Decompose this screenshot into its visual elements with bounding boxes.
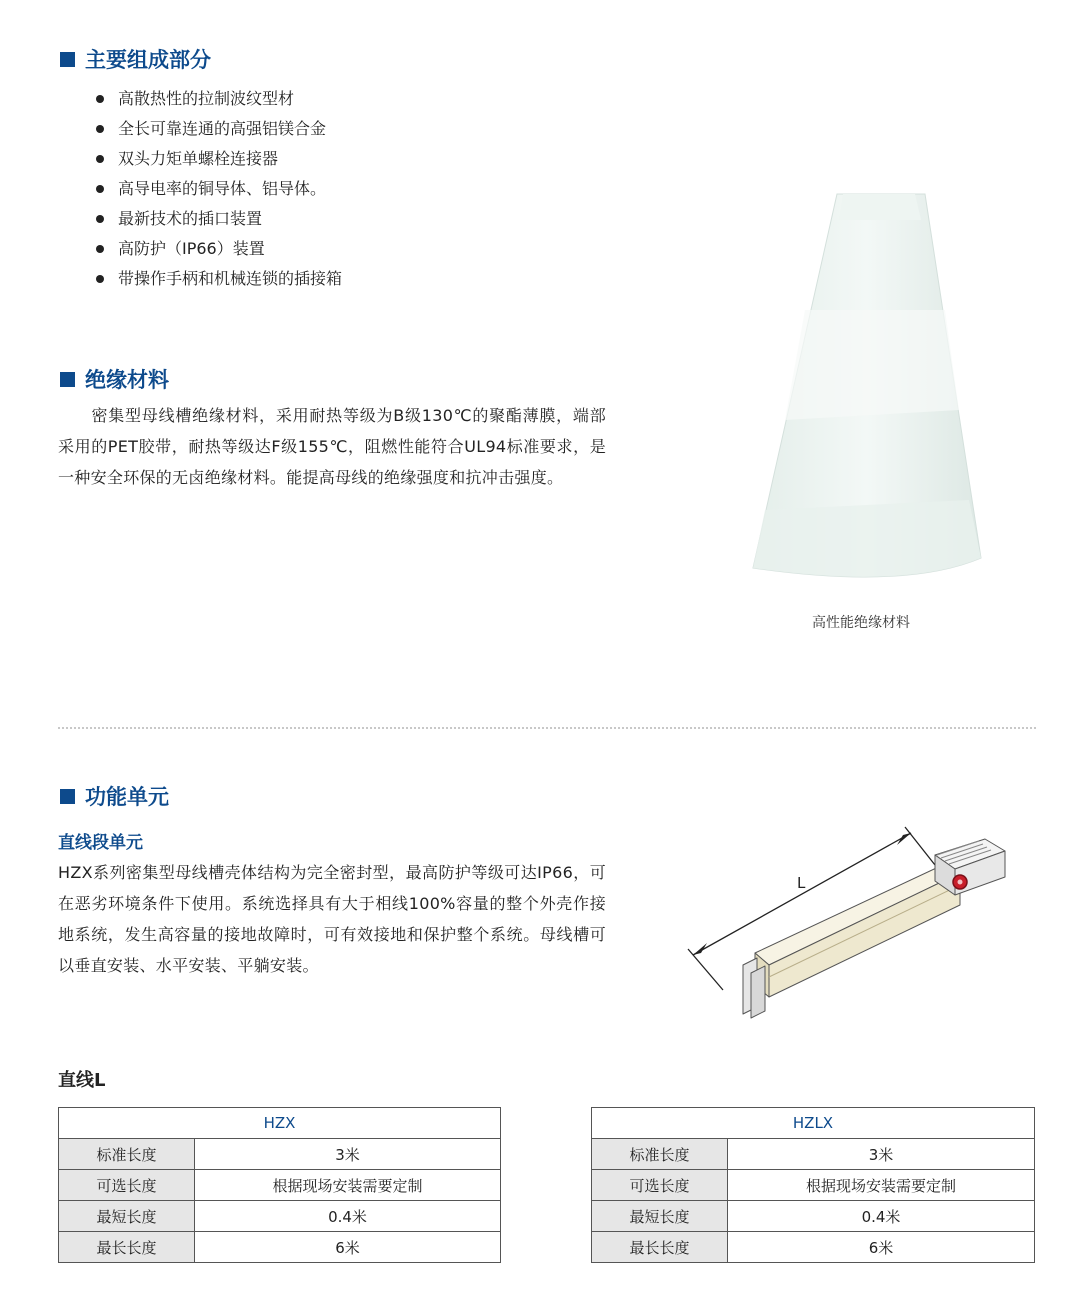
list-item: 全长可靠连通的高强铝镁合金 (96, 114, 342, 144)
list-item: 高散热性的拉制波纹型材 (96, 84, 342, 114)
list-item: 最新技术的插口装置 (96, 204, 342, 234)
bullet-dot-icon (96, 215, 104, 223)
table-row: 标准长度 3米 (592, 1139, 1035, 1170)
table-row: 可选长度 根据现场安装需要定制 (59, 1170, 501, 1201)
busway-straight-diagram (685, 825, 1015, 1020)
components-heading (60, 44, 211, 74)
components-list (96, 84, 342, 294)
table-row: 最长长度 6米 (592, 1232, 1035, 1263)
insulation-paragraph: 密集型母线槽绝缘材料，采用耐热等级为B级130℃的聚酯薄膜，端部采用的PET胶带，耐热等级达F级155℃，阻燃性能符合UL94标准要求，是一种安全环保的无卤绝缘材料。能提高母线的绝缘强度和抗冲击强度。 (58, 406, 606, 487)
spec-table-hzx (58, 1107, 501, 1263)
bullet-dot-icon (96, 185, 104, 193)
insulation-title: 绝缘材料 (85, 368, 169, 392)
table-row: 最短长度 0.4米 (59, 1201, 501, 1232)
table-row: 标准长度 3米 (59, 1139, 501, 1170)
list-item: 带操作手柄和机械连锁的插接箱 (96, 264, 342, 294)
square-bullet-icon (60, 372, 75, 387)
table-header: HZX (59, 1108, 501, 1139)
list-item: 高防护（IP66）装置 (96, 234, 342, 264)
function-title: 功能单元 (85, 785, 169, 809)
tables-title: 直线L (58, 1070, 106, 1091)
insulation-heading (60, 364, 169, 394)
bullet-dot-icon (96, 95, 104, 103)
bullet-dot-icon (96, 245, 104, 253)
table-row: 最短长度 0.4米 (592, 1201, 1035, 1232)
spec-table-hzlx (591, 1107, 1035, 1263)
bullet-dot-icon (96, 275, 104, 283)
square-bullet-icon (60, 52, 75, 67)
table-row: 可选长度 根据现场安装需要定制 (592, 1170, 1035, 1201)
insulation-image-caption: 高性能绝缘材料 (812, 615, 910, 631)
list-item: 双头力矩单螺栓连接器 (96, 144, 342, 174)
insulation-film-image (745, 190, 990, 585)
square-bullet-icon (60, 789, 75, 804)
length-label: L (797, 874, 806, 892)
components-title: 主要组成部分 (85, 48, 211, 72)
table-row: 最长长度 6米 (59, 1232, 501, 1263)
straight-unit-subtitle: 直线段单元 (58, 833, 143, 853)
bullet-dot-icon (96, 125, 104, 133)
section-divider (58, 727, 1036, 729)
bullet-dot-icon (96, 155, 104, 163)
list-item: 高导电率的铜导体、铝导体。 (96, 174, 342, 204)
function-heading (60, 781, 169, 811)
function-paragraph: HZX系列密集型母线槽壳体结构为完全密封型，最高防护等级可达IP66，可在恶劣环境条件下使用。系统选择具有大于相线100%容量的整个外壳作接地系统，发生高容量的接地故障时，可有效接地和保护整个系统。母线槽可以垂直安装、水平安装、平躺安装。 (58, 863, 606, 975)
table-header: HZLX (592, 1108, 1035, 1139)
